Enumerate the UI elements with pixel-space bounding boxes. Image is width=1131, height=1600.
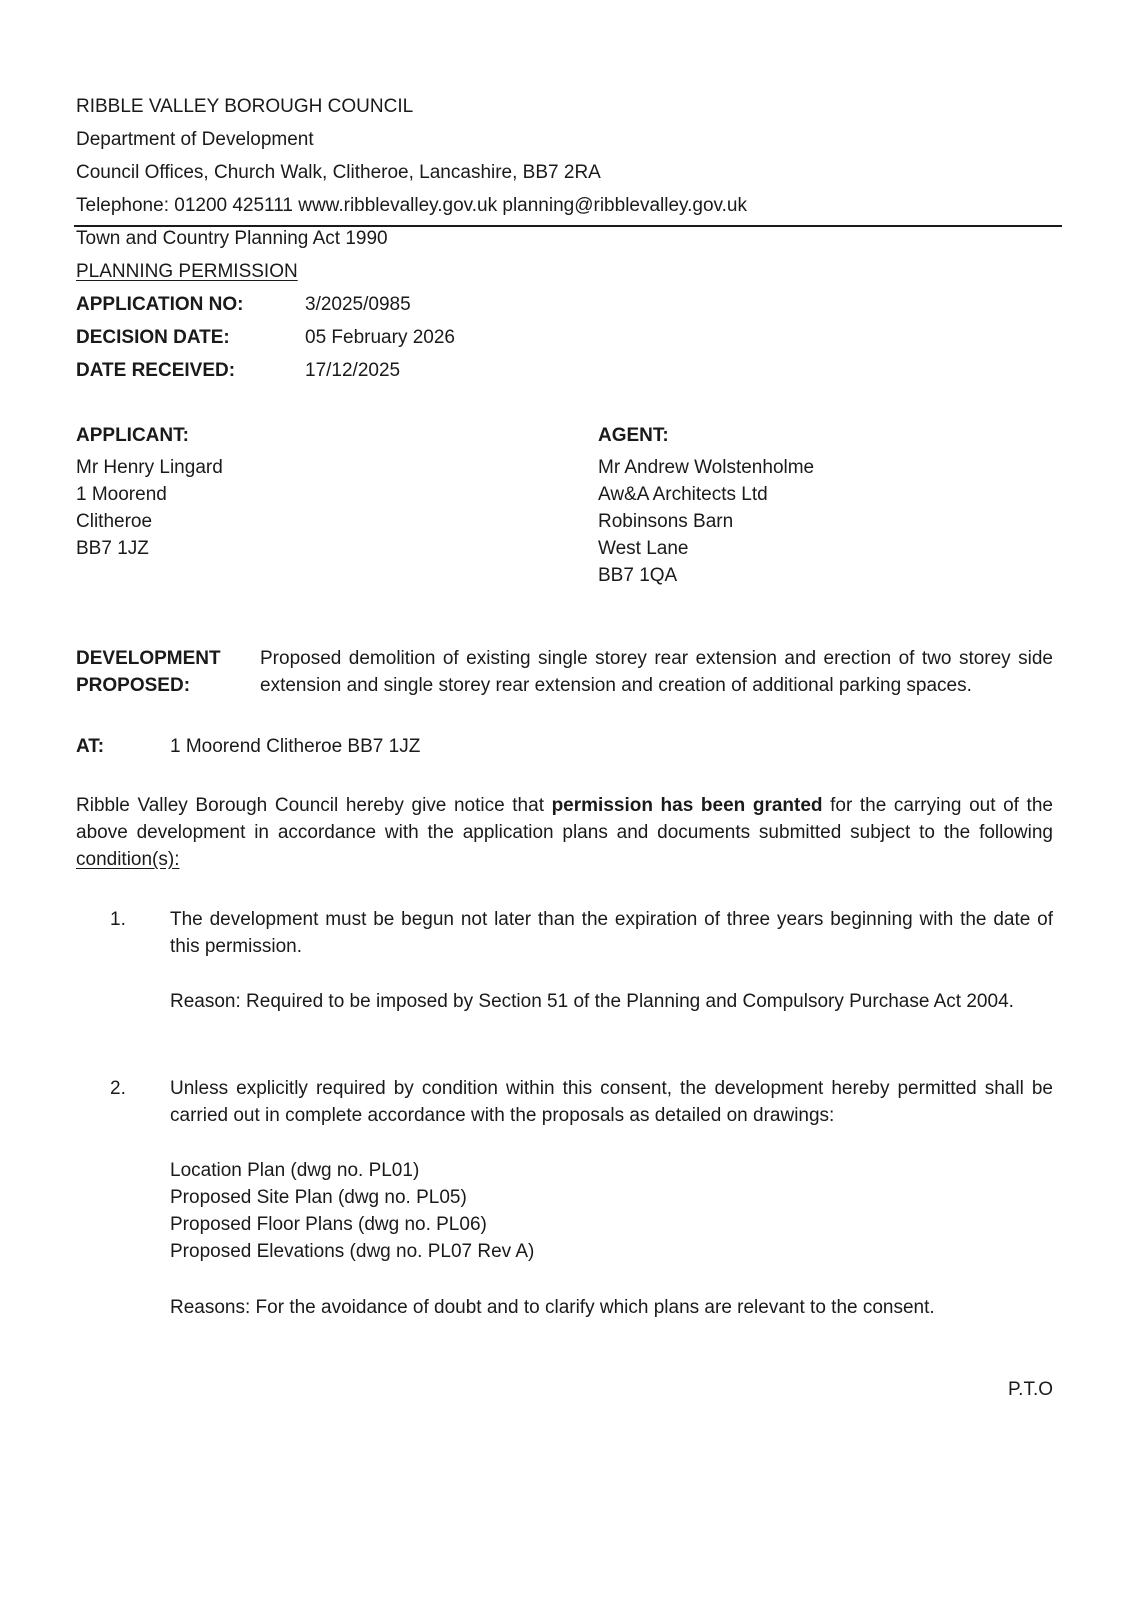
please-turn-over: P.T.O xyxy=(1007,1379,1053,1400)
development-label-line: PROPOSED: xyxy=(76,675,191,696)
notice-conditions: condition(s): xyxy=(76,849,180,870)
act-title: Town and Country Planning Act 1990 xyxy=(76,228,388,249)
date-received-value: 17/12/2025 xyxy=(305,360,401,381)
drawing-item: Proposed Site Plan (dwg no. PL05) xyxy=(170,1187,467,1208)
condition-number: 1. xyxy=(110,909,126,930)
agent-line: BB7 1QA xyxy=(598,565,678,586)
applicant-line: BB7 1JZ xyxy=(76,538,149,559)
applicant-line: Mr Henry Lingard xyxy=(76,457,223,478)
decision-type: PLANNING PERMISSION xyxy=(76,261,298,282)
application-no-value: 3/2025/0985 xyxy=(305,294,411,315)
drawing-item: Proposed Floor Plans (dwg no. PL06) xyxy=(170,1214,487,1235)
agent-address xyxy=(598,454,814,589)
applicant-line: Clitheroe xyxy=(76,511,153,532)
council-contact: Telephone: 01200 425111 www.ribblevalley.gov.uk planning@ribblevalley.gov.uk xyxy=(76,195,747,216)
notice-granted: permission has been granted xyxy=(551,795,823,816)
development-label xyxy=(76,645,221,699)
agent-line: Mr Andrew Wolstenholme xyxy=(598,457,815,478)
drawings-list xyxy=(170,1157,534,1265)
agent-label: AGENT: xyxy=(598,425,669,446)
applicant-label: APPLICANT: xyxy=(76,425,189,446)
application-no-label: APPLICATION NO: xyxy=(76,294,244,315)
permission-notice xyxy=(76,792,1053,873)
site-at-label: AT: xyxy=(76,736,105,757)
agent-line: West Lane xyxy=(598,538,689,559)
condition-reason: Reason: Required to be imposed by Section 51 of the Planning and Compulsory Purchase Act 2004. xyxy=(170,991,1014,1012)
date-received-label: DATE RECEIVED: xyxy=(76,360,236,381)
condition-number: 2. xyxy=(110,1078,126,1099)
condition-text: The development must be begun not later than the expiration of three years beginning with the date of this permission. xyxy=(170,909,1053,957)
notice-text: Ribble Valley Borough Council hereby give notice that xyxy=(76,795,552,816)
agent-line: Robinsons Barn xyxy=(598,511,734,532)
applicant-line: 1 Moorend xyxy=(76,484,167,505)
council-address: Council Offices, Church Walk, Clitheroe, Lancashire, BB7 2RA xyxy=(76,162,601,183)
agent-line: Aw&A Architects Ltd xyxy=(598,484,768,505)
condition-reason: Reasons: For the avoidance of doubt and to clarify which plans are relevant to the consent. xyxy=(170,1297,935,1318)
development-label-line: DEVELOPMENT xyxy=(76,648,221,669)
site-address: 1 Moorend Clitheroe BB7 1JZ xyxy=(170,736,421,757)
department-name: Department of Development xyxy=(76,129,314,150)
notice-text: for the carrying out of the above development in accordance with the application plans and documents submitted subject to the following xyxy=(76,795,1053,843)
drawing-item: Location Plan (dwg no. PL01) xyxy=(170,1160,420,1181)
council-name: RIBBLE VALLEY BOROUGH COUNCIL xyxy=(76,96,414,117)
drawing-item: Proposed Elevations (dwg no. PL07 Rev A) xyxy=(170,1241,535,1262)
decision-date-value: 05 February 2026 xyxy=(305,327,455,348)
decision-date-label: DECISION DATE: xyxy=(76,327,230,348)
condition-text: Unless explicitly required by condition within this consent, the development hereby permitted shall be carried out in complete accordance with the proposals as detailed on drawings: xyxy=(170,1078,1053,1126)
development-description: Proposed demolition of existing single storey rear extension and erection of two storey side extension and single storey rear extension and creation of additional parking spaces. xyxy=(260,648,1053,696)
applicant-address xyxy=(76,454,223,562)
